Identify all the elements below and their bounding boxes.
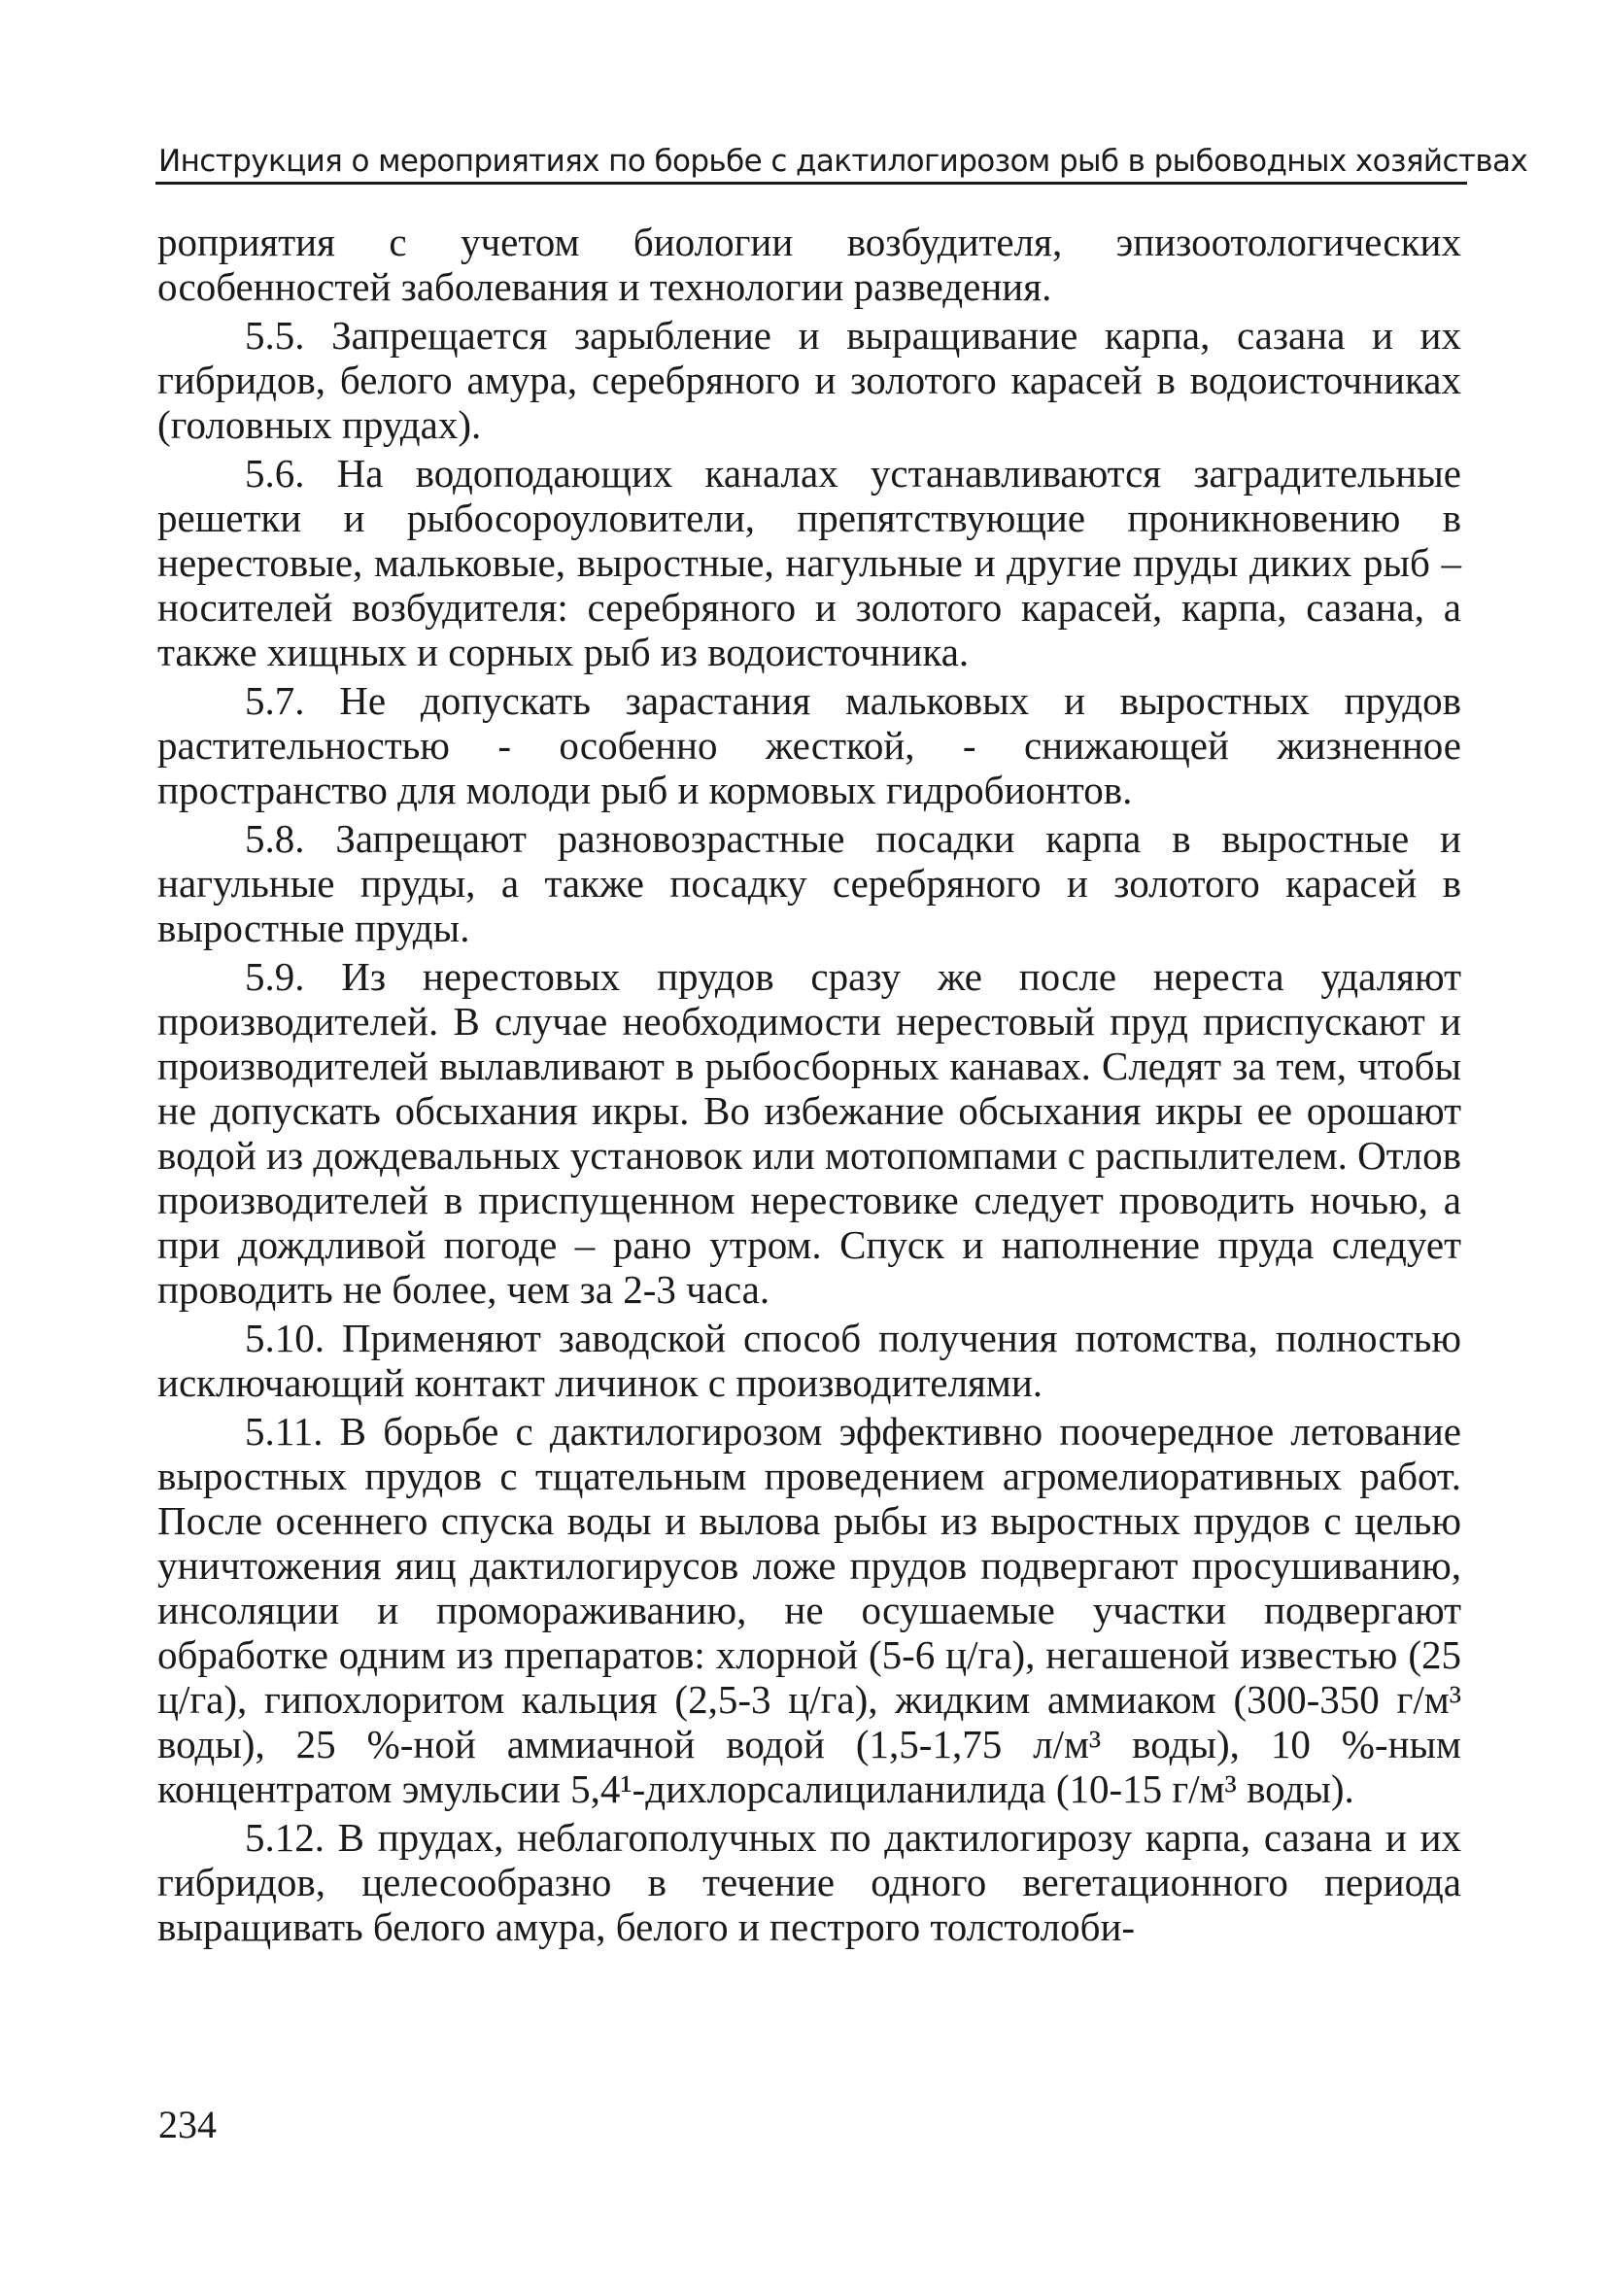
paragraph-5-7: 5.7. Не допускать зарастания мальковых и выростных прудов растительностью - особенно жесткой, - снижающей жизненное пространство для молоди рыб и кормовых гидробионтов.	[157, 678, 1461, 812]
paragraph-5-10: 5.10. Применяют заводской способ получения потомства, полностью исключающий контакт личинок с производителями.	[157, 1316, 1461, 1405]
paragraph-5-6: 5.6. На водоподающих каналах устанавливаются заградительные решетки и рыбосороуловители, препятствующие проникновению в нерестовые, мальковые, выростные, нагульные и другие пруды диких рыб – носителей возбудителя: серебряного и золотого карасей, карпа, сазана, а также хищных и сорных рыб из водоисточника.	[157, 451, 1461, 674]
paragraph-continuation: роприятия с учетом биологии возбудителя, эпизоотологических особенностей заболевания и технологии разведения.	[157, 220, 1461, 309]
header-divider	[155, 182, 1467, 185]
running-header: Инструкция о мероприятиях по борьбе с дактилогирозом рыб в рыбоводных хозяйствах	[158, 144, 1528, 179]
page-number: 234	[158, 2103, 217, 2146]
paragraph-5-11: 5.11. В борьбе с дактилогирозом эффективно поочередное летование выростных прудов с тщательным проведением агромелиоративных работ. После осеннего спуска воды и вылова рыбы из выростных прудов с целью уничтожения яиц дактилогирусов ложе прудов подвергают просушиванию, инсоляции и промораживанию, не осушаемые участки подвергают обработке одним из препаратов: хлорной (5-6 ц/га), негашеной известью (25 ц/га), гипохлоритом кальция (2,5-3 ц/га), жидким аммиаком (300-350 г/м³ воды), 25 %-ной аммиачной водой (1,5-1,75 л/м³ воды), 10 %-ным концентратом эмульсии 5,4¹-дихлорсалициланилида (10-15 г/м³ воды).	[157, 1409, 1461, 1811]
paragraph-5-12: 5.12. В прудах, неблагополучных по дактилогирозу карпа, сазана и их гибридов, целесообразно в течение одного вегетационного периода выращивать белого амура, белого и пестрого толстолоби-	[157, 1815, 1461, 1949]
paragraph-5-9: 5.9. Из нерестовых прудов сразу же после нереста удаляют производителей. В случае необходимости нерестовый пруд приспускают и производителей вылавливают в рыбосборных канавах. Следят за тем, чтобы не допускать обсыхания икры. Во избежание обсыхания икры ее орошают водой из дождевальных установок или мотопомпами с распылителем. Отлов производителей в приспущенном нерестовике следует проводить ночью, а при дождливой погоде – рано утром. Спуск и наполнение пруда следует проводить не более, чем за 2-3 часа.	[157, 954, 1461, 1312]
paragraph-5-5: 5.5. Запрещается зарыбление и выращивание карпа, сазана и их гибридов, белого амура, серебряного и золотого карасей в водоисточниках (головных прудах).	[157, 313, 1461, 447]
paragraph-5-8: 5.8. Запрещают разновозрастные посадки карпа в выростные и нагульные пруды, а также посадку серебряного и золотого карасей в выростные пруды.	[157, 816, 1461, 950]
body-text	[157, 220, 1461, 1953]
